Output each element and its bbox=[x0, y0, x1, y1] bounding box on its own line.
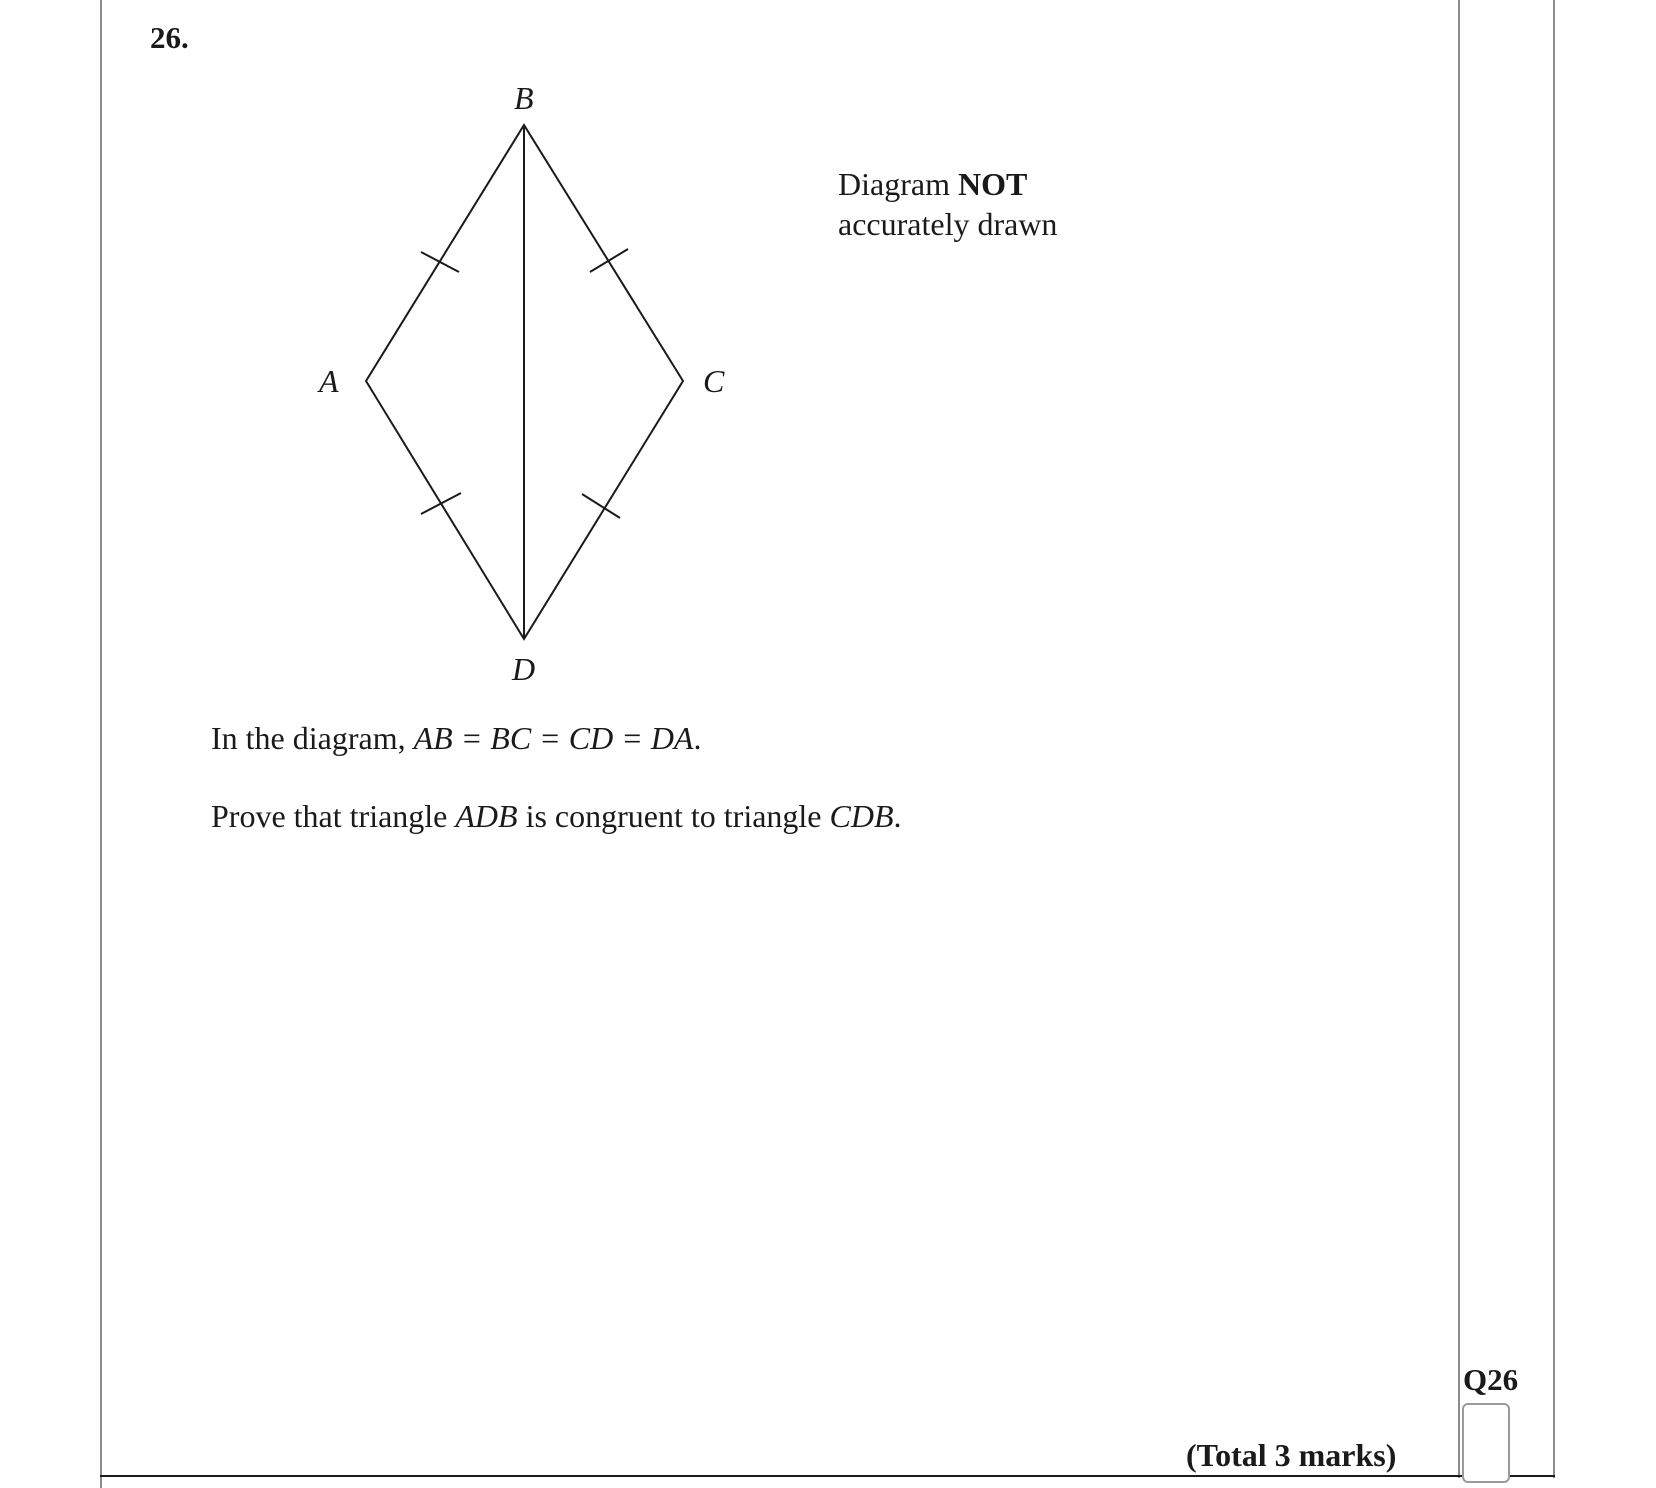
tick-mark-ab bbox=[421, 252, 459, 272]
diagram-note-emphasis: NOT bbox=[957, 166, 1028, 202]
statement-equation: AB = BC = CD = DA bbox=[413, 720, 694, 756]
statement-lead: In the diagram, bbox=[211, 720, 414, 756]
task-lead: Prove that triangle bbox=[211, 798, 456, 834]
margin-question-ref: Q26 bbox=[1463, 1362, 1519, 1397]
total-marks: (Total 3 marks) bbox=[1186, 1437, 1397, 1473]
task-triangle-1: ADB bbox=[455, 798, 518, 834]
tick-mark-ad bbox=[421, 493, 461, 514]
question-number: 26. bbox=[150, 20, 189, 55]
diagram-note bbox=[838, 164, 1057, 244]
statement-end: . bbox=[693, 720, 702, 756]
vertex-label-d: D bbox=[512, 651, 536, 687]
vertex-label-b: B bbox=[514, 80, 534, 116]
question-task bbox=[211, 798, 902, 835]
task-middle: is congruent to triangle bbox=[517, 798, 830, 834]
task-triangle-2: CDB bbox=[829, 798, 894, 834]
marks-box bbox=[1462, 1403, 1510, 1483]
tick-mark-bc bbox=[590, 249, 628, 272]
question-statement bbox=[211, 720, 701, 757]
vertex-label-a: A bbox=[319, 363, 339, 399]
task-end: . bbox=[893, 798, 902, 834]
diagram-note-line2: accurately drawn bbox=[838, 206, 1058, 242]
vertex-label-c: C bbox=[703, 363, 725, 399]
diagram-note-prefix: Diagram bbox=[838, 166, 958, 202]
